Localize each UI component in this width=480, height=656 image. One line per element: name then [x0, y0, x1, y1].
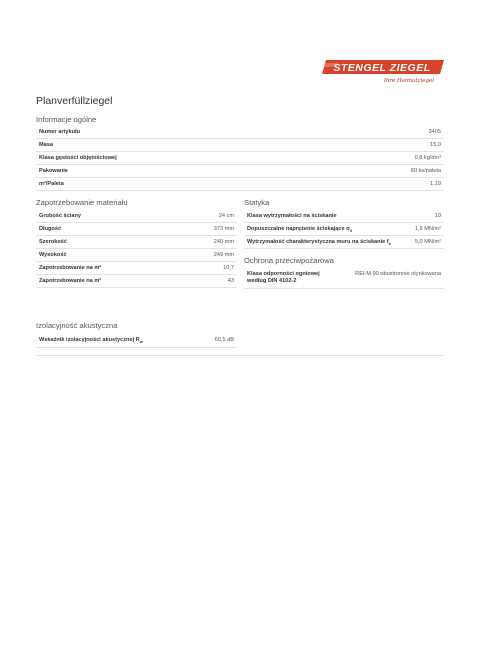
sigma-subscript: 0: [350, 228, 353, 234]
row-value: 24 cm: [218, 213, 234, 219]
row-value: 1,9 MN/m²: [414, 226, 441, 232]
table-row: [36, 210, 237, 223]
row-label: Szerokość: [39, 239, 67, 245]
row-label: Pakowanie: [39, 168, 68, 174]
row-value: 240 mm: [213, 239, 234, 245]
row-label: Zapotrzebowanie na m³: [39, 278, 102, 284]
page-title: Planverfüllziegel: [36, 95, 113, 107]
fire-table: [244, 268, 444, 289]
table-row: [244, 210, 444, 223]
table-row: [36, 152, 444, 165]
general-table: [36, 126, 444, 191]
row-value: 1,19: [430, 181, 441, 187]
row-value: 43: [227, 278, 234, 284]
row-value: 0,8 kg/dm³: [414, 155, 441, 161]
table-row: [36, 275, 237, 288]
row-label: Wysokość: [39, 252, 67, 258]
row-value: 60 ks/paleta: [410, 168, 441, 174]
row-label: Dopuszczalne naprężenie ściskające $\sigma_0$: [247, 226, 353, 234]
row-label: Klasa gęstości objętościowej: [39, 155, 117, 161]
row-label: Wskaźnik izolacyjności akustycznej $R_w$: [39, 337, 143, 345]
row-label: Zapotrzebowanie na m²: [39, 265, 102, 271]
row-value: 60,5 dB: [214, 337, 234, 343]
table-row: [36, 262, 237, 275]
row-label: Masa: [39, 142, 53, 148]
row-value: 15,0: [430, 142, 441, 148]
table-row: [244, 236, 444, 249]
row-value: 373 mm: [213, 226, 234, 232]
table-row: [36, 165, 444, 178]
table-row: [244, 268, 444, 289]
logo-wordmark: STENGEL ZIEGEL: [333, 62, 431, 74]
section-heading-material: Zapotrzebowanie materiału: [36, 198, 128, 207]
row-value: 3405: [428, 129, 441, 135]
section-heading-fire: Ochrona przeciwpożarowa: [244, 256, 334, 265]
row-label: Numer artykułu: [39, 129, 81, 135]
table-row: [36, 178, 444, 191]
section-heading-general: Informacje ogólne: [36, 115, 97, 124]
row-label: Grubość ściany: [39, 213, 81, 219]
acoustic-table: [36, 334, 237, 348]
fk-subscript: k: [388, 241, 391, 247]
row-value: 5,0 MN/m²: [414, 239, 441, 245]
row-value: 249 mm: [213, 252, 234, 258]
row-label: Długość: [39, 226, 62, 232]
row-label: Klasa odporności ogniowej według DIN 4102-2: [247, 271, 320, 284]
table-row: [244, 223, 444, 236]
section-heading-acoustic: Izolacyjność akustyczna: [36, 321, 118, 330]
table-row: [36, 139, 444, 152]
table-row: [36, 126, 444, 139]
row-value: REI-M 90 obustronnie otynkowana: [355, 271, 441, 277]
rw-subscript: w: [139, 339, 143, 345]
table-row: [36, 223, 237, 236]
bottom-divider: [36, 355, 444, 356]
row-label: Klasa wytrzymałości na ściskanie: [247, 213, 337, 219]
row-value: 10: [434, 213, 441, 219]
section-heading-statics: Statyka: [244, 198, 270, 207]
row-label: Wytrzymałość charakterystyczna muru na ściskanie $f_k$: [247, 239, 391, 247]
statics-table: [244, 210, 444, 249]
row-value: 10,7: [223, 265, 234, 271]
logo-tagline: Ihre Heimatziegel: [383, 78, 434, 84]
table-row: [36, 236, 237, 249]
stengel-ziegel-logo: [318, 58, 444, 84]
table-row: [36, 249, 237, 262]
row-label: m²/Paleta: [39, 181, 64, 187]
table-row: [36, 334, 237, 348]
material-table: [36, 210, 237, 288]
